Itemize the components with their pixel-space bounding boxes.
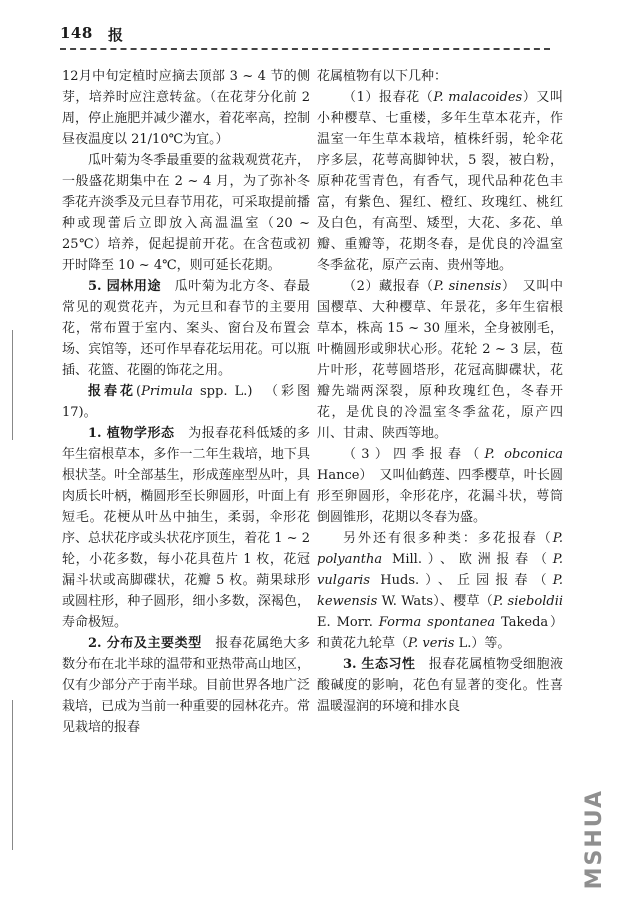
paragraph: 2. 分布及主要类型 报春花属绝大多数分布在北半球的温带和亚热带高山地区，仅有少部分产于南半球。目前世界各地广泛栽培，已成为当前一种重要的园林花卉。常见栽培的报春: [62, 636, 310, 735]
running-title: 报: [108, 26, 124, 44]
paragraph: 1. 植物学形态 为报春花科低矮的多年生宿根草本，多作一二年生栽培，地下具根状茎。叶全部基生，形成莲座型丛叶，具肉质长叶柄，椭圆形至长卵圆形，叶面上有短毛。花梗从叶丛中抽生，柔弱，伞形花序、总状花序或头状花序顶生，着花 1 ~ 2 轮，小花多数，每小花具苞片 1 枚，花冠漏斗状或高脚碟状，花瓣 5 枚。蒴果球形或圆柱形，种子圆形，细小多数，深褐色，寿命极短。: [62, 426, 310, 630]
left-column: [62, 66, 310, 738]
paragraph: 5. 园林用途 瓜叶菊为北方冬、春最常见的观赏花卉，为元旦和春节的主要用花，常布置于室内、案头、窗台及布置会场、宾馆等，还可作早春花坛用花。可以瓶插、花篮、花圈的饰花之用。: [62, 279, 310, 378]
species-title: 报春花: [88, 384, 137, 399]
watermark: MSHUA: [582, 788, 607, 889]
scan-margin-line: [12, 330, 13, 440]
page-header: [60, 24, 560, 54]
page-number: 148: [60, 24, 93, 42]
paragraph: （3）四季报春（P. obconica Hance） 又叫仙鹤莲、四季樱草，叶长圆形至卵圆形，伞形花序，花漏斗状，萼筒倒圆锥形，花期以冬春为盛。: [317, 447, 563, 525]
section-heading: 2. 分布及主要类型: [88, 636, 202, 651]
paragraph: 12月中旬定植时应摘去顶部 3 ~ 4 节的侧芽，培养时应注意转盆。（在花芽分化前 2 周，停止施肥并减少灌水，着花率高，控制昼夜温度以 21/10℃为宜。）: [62, 69, 310, 147]
paragraph: 3. 生态习性 报春花属植物受细胞液酸碱度的影响，花色有显著的变化。性喜温暖湿润的环境和排水良: [317, 657, 563, 714]
paragraph: 另外还有很多种类：多花报春（P. polyantha Mill.）、欧洲报春（P. vulgaris Huds.）、丘园报春（P. kewensis W. Wats）、樱草（P. sieboldii E. Morr. Forma spontanea Takeda）和黄花九轮草（P. veris L.）等。: [317, 531, 564, 651]
section-heading: 3. 生态习性: [343, 657, 416, 672]
right-column: [317, 66, 563, 717]
paragraph: （1）报春花（P. malacoides）又叫小种樱草、七重楼，多年生草本花卉，作温室一年生草本栽培，植株纤弱，轮伞花序多层，花萼高脚钟状，5 裂，被白粉，原种花雪青色，有香气，现代品种花色丰富，有紫色、猩红、橙红、玫瑰红、桃红及白色，有高型、矮型，大花、多花、单瓣、重瓣等，花期冬春，是优良的冷温室冬季盆花，原产云南、贵州等地。: [317, 90, 563, 273]
section-heading: 1. 植物学形态: [88, 426, 175, 441]
paragraph: 瓜叶菊为冬季最重要的盆栽观赏花卉，一般盛花期集中在 2 ~ 4 月，为了弥补冬季花卉淡季及元旦春节用花，可采取提前播种或现蕾后立即放入高温温室（20 ~ 25℃）培养，促起提前开花。在含苞或初开时降至 10 ~ 4℃，则可延长花期。: [62, 153, 310, 273]
section-heading: 5. 园林用途: [88, 279, 162, 294]
paragraph: 报春花(Primula spp. L.) （彩图 17)。: [62, 384, 310, 420]
header-rule: [60, 48, 550, 50]
paragraph: 花属植物有以下几种：: [317, 69, 448, 84]
scan-margin-line: [12, 700, 13, 850]
paragraph: （2）藏报春（P. sinensis） 又叫中国樱草、大种樱草、年景花，多年生宿根草本，株高 15 ~ 30 厘米，全身被刚毛，叶椭圆形或卵状心形。花轮 2 ~ 3 层，苞片叶形，花萼圆塔形，花冠高脚碟状，花瓣先端两深裂，原种玫瑰红色，冬春开花，是优良的冷温室冬季盆花，原产四川、甘肃、陕西等地。: [317, 279, 563, 441]
